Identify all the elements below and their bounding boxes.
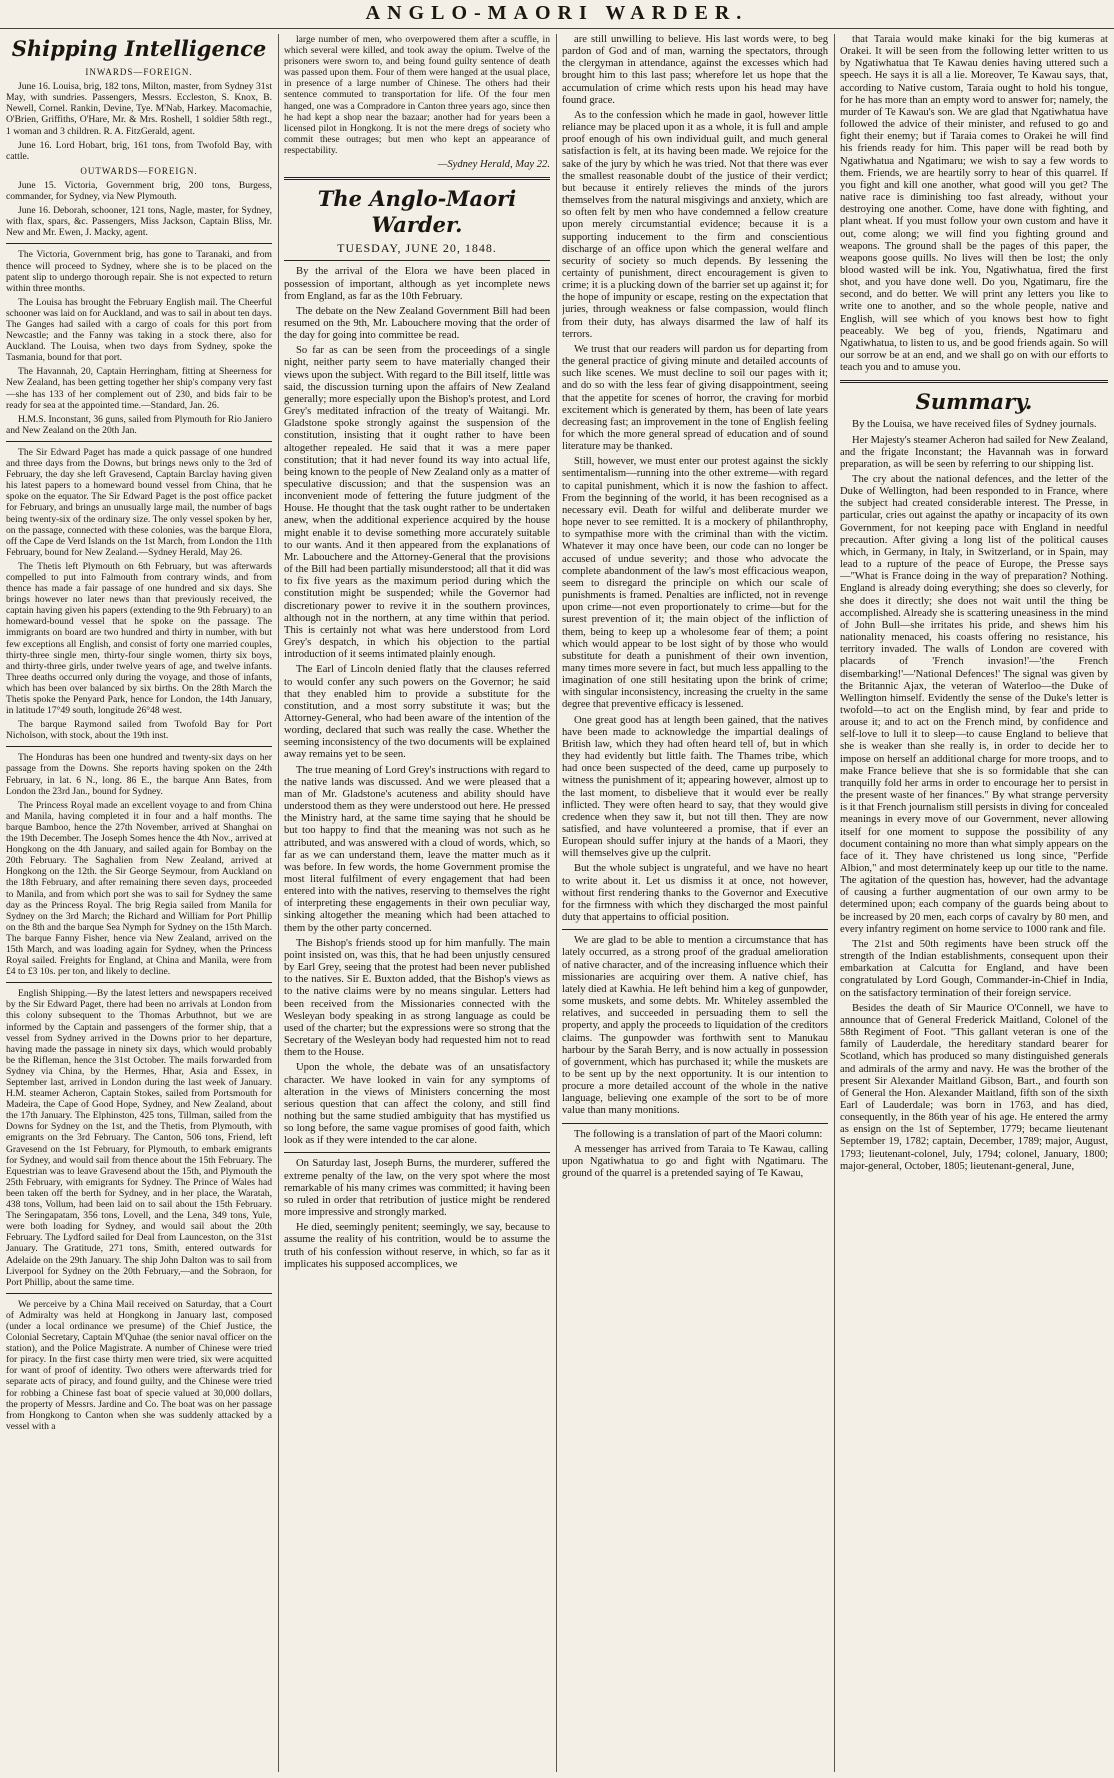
paragraph: H.M.S. Inconstant, 36 guns, sailed from Plymouth for Rio Janiero and New Zealand on the 20th Jan. [6,413,272,436]
column-rule [278,34,279,1772]
paragraph: On Saturday last, Joseph Burns, the murderer, suffered the extreme penalty of the law, on the very spot where the most remarkable of his many crimes was committed; it having been so ruled in order that retribution of justice might be rendered more impressive and strongly marked. [284,1158,550,1219]
column-4 [840,34,1108,1772]
paragraph: The Thetis left Plymouth on 6th February, but was afterwards compelled to put into Falmouth from contrary winds, and from thence has made a fair passage of one hundred and six days. She brings however no later news than that previously received, the captain having given his papers (extending to the 9th February) to an homeward-bound vessel that he spoke on the passage. The immigrants on board are two hundred and thirty in number, with but few exceptions all English, and consist of forty one married couples, thirty-three single men, thirty-four single women, thirty six boys, and thirty-three girls, under twelve years of age, and twelve infants. Three deaths occurred only during the voyage, and those of infants, which has been over balanced by six births. On the 28th March the Thetis spoke the Penyard Park, hence for London, the 14th January, in latitude 17°49 south, longitude 26°48 west. [6,560,272,717]
maori-translation-continued [840,34,1108,374]
paragraph: The Earl of Lincoln denied flatly that the clauses referred to would confer any such powers on the Governor; he said that they enabled him to provide a substitute for the constitution, and a most sorry substitute it was; but the Attorney-General, who had been aware of the intention of the wording, declared that such was really the case. Whether the seeming inconsistency of the two documents will be explained away remains yet to be seen. [284,664,550,761]
paragraph: The Sir Edward Paget has made a quick passage of one hundred and three days from the Downs, but brings news only to the 3rd of February, the day she left Gravesend, Captain Barclay having given his latest papers to a homeward bound vessel from China, that he spoke on the equator. The Sir Edward Paget is the post office packet for February, and brings an unusually large mail, the number of bags being twenty-six of the ordinary size. The only vessel spoken by her, on the passage, connected with these colonies, was the barque Elora, off the Cape de Verd Islands on the 1st March, from London the 11th February, bound for New Zealand.—Sydney Herald, May 26. [6,446,272,558]
summary-heading: Summary. [915,389,1033,415]
outwards-list [6,180,272,238]
divider [284,1152,550,1153]
paragraph: The following is a translation of part of the Maori column: [574,1128,823,1140]
shipping-notes-a [6,249,272,436]
divider [284,260,550,261]
paragraph: We trust that our readers will pardon us for departing from the general practice of giving minute and detailed accounts of such like scenes. We must decline to soil our pages with it; and do so with the less fear of giving disappointment, seeing that the appetite for scenes of horror, the craving for morbid excitement which is generated by them, has been of late years decreasing fast; an improvement in the tone of English feeling for which the more general spread of education and of sound literature may be thanked. [562,343,828,453]
paragraph: June 16. Lord Hobart, brig, 161 tons, from Twofold Bay, with cattle. [6,139,272,162]
paragraph: Still, however, we must enter our protest against the sickly sentimentalism—running into the other extreme—with regard to capital punishment, which it is now the fashion to affect. From the beginning of the world, it has been recognised as a necessary evil. Death for wilful and deliberate murder we hope never to see remitted. It is a mockery of philanthrophy, to sympathise more with the criminal than with the victim. Whatever it may once have been, our code can no longer be accused of undue severity; and those who advocate the complete abandonment of the law's most efficacious weapon, seem to disregard the principle on which our scale of punishments is framed. Penalties are inflicted, not in revenge upon crime—not even proportionately to crime—but for the surest prevention of it; the main object of the infliction of them, being to keep up a wholesome fear of them; a point which would appear to be lost sight of by those who would substitute for death a punishment of their own invention, many times more severe in fact, but much less appalling to the imagination of one still hesitating upon the brink of crime; with singular inconsistency, increasing the cruelty in the same degree that preventive efficacy is lessened. [562,456,828,711]
paragraph: So far as can be seen from the proceedings of a single night, neither party seem to have materially changed their views upon the subject. With regard to the Bill itself, little was said, the discussion turning upon the affairs of New Zealand generally; more especially upon the Bishop's protest, and Lord Grey's meditated infraction of the treaty of Waitangi. Mr. Gladstone spoke strongly against the suspension of the constitution, insisting that it ought rather to have been altogether repealed. He said that it was a mere paper constitution; that it had never found its way into actual life, being known to the people of New Zealand only as a matter of speculative discussion; and that the suspension was an inconvenient mode of fettering the future judgment of the House. He thought that the task ought rather to be undertaken anew, when the additional experience acquired by the house might enable it to devise something more accurately suitable to our wants. And it then appeared from the explanations of Mr. Labouchere and the Attorney-General that the provisions of the Bill had been partially misunderstood; all that it did was to fix five years as the maximum period during which the constitution might be suspended; while the Governor had discretionary power to revive it in the southern provinces, although not in the northern, at any time within that period. This is certainly not what was here understood from Lord Grey's despatch, in which his objection to the partial introduction of it seems intimated plainly enough. [284,345,550,661]
paragraph: June 16. Louisa, brig, 182 tons, Milton, master, from Sydney 31st May, with sundries. Passengers, Messrs. Eccleston, S. Knox, B. Newell, Cornel. Rankin, Devine, Tye. M'Nab, Harkey. Macomachie, O'Brien, Griffiths, O'Hare, Mr. & Mrs. Roshell, 1 soldier 58th regt., 1 woman and 3 children. R. A. FitzGerald, agent. [6,81,272,137]
paragraph: The Honduras has been one hundred and twenty-six days on her passage from the Downs. She reports having spoken on the 24th February, in lat. 6 N., long. 86 E., the barque Ann Bates, from London the 23rd Jan., bound for Sydney. [6,752,272,797]
paragraph: A messenger has arrived from Taraia to Te Kawau, calling upon Ngatiwhatua to go and fight with Ngatimaru. The ground of the quarrel is a pretended saying of Te Kawau, [562,1143,828,1180]
paragraph: that Taraia would make kinaki for the big kumeras at Orakei. It will be seen from the following letter written to us by Ngatiwhatua that Te Kawau denies having uttered such a speech. He says it is all a lie. Moreover, Te Kawau says, that, according to Native custom, Taraia ought to hold his tongue, for he has more than an empty word to answer for; namely, the murder of Te Kawau's son. We are glad that Ngatiwhatua have followed the advice of their minister, and refused to go and fight their enemy; but if Taraia comes to Orakei he will find his friends ready for him. This paper will be read both by Ngatiwhatua and Ngatimaru; we wish to say a few words to them. Friends, we are heartily sorry to hear of this quarrel. If you fight and kill one another, what good will you get? The native race is diminishing too fast already, without your destroying one another. Come, have done with fighting, and plant wheat. If you must follow your own custom and have it out, come along; we will find you fighting ground and weapons. The ground shall be the pages of this paper, the weapons goose quills. No lives will then be lost; the only blood wasted will be ink. You, Ngatiwhatua, fired the first shot, and you have done well. Do you, Ngatimaru, fire the second, and do better. We will print any letters you like to write one to another, and so the whole people, native and English, will see which of you knows best how to fight peaceably. We beg of you, friends, Ngatimaru and Ngatiwhatua, to listen to us, and be good friends again. So will our sorrow be at an end, and we shall go on with our efforts to teach you and to amuse you. [840,34,1108,374]
china-piracy-continued: large number of men, who overpowered them after a scuffle, in which several were killed, and took away the opium. Twelve of the prisoners were sworn to, and being found guilty sentence of death was passed upon them. Four of them were hanged at the usual place, in presence of a large number of Chinese. The others had their sentence commuted to transportation for life. Of the four men hanged, one was a Compradore in Canton three years ago, since then he had kept a shop near the bazaar; another had for years been a licensed pilot in Hongkong. It is not the mere dregs of society who commit these outrages; but men who kept an appearance of respectability. [284,34,550,156]
inwards-label: INWARDS—FOREIGN. [85,67,193,77]
english-shipping [6,988,272,1288]
maori-translation [562,1129,828,1181]
paragraph: One great good has at length been gained, that the natives have been made to acknowledge the impartial dealings of British law, which they had often heard tell of, but in which they had evidently but little faith. The Thames tribe, which had once been suspected of the deed, came up purposely to witness the punishment of it; appearing however, almost up to the last moment, to disbelieve that it would ever be really inflicted. They were often heard to say, that they would give credence when they saw it, but not till then. They are now satisfied, and have volunteered a promise, that if ever an European should suffer injury at the hands of a Maori, they will themselves give up the culprit. [562,714,828,860]
paragraph: Upon the whole, the debate was of an unsatisfactory character. We have looked in vain for any symptoms of alteration in the views of Ministers concerning the most serious question that can affect the colony, and still find nothing but the same studied ambiguity that has mystified us so long before, the same vague promises of good faith, which look as if they were intended to the car alone. [284,1062,550,1147]
paragraph: are still unwilling to believe. His last words were, to beg pardon of God and of man, warning the spectators, through the clergyman in attendance, against the excesses which had brought him to this last pass; wherefore let us hope that the accumulation of crime which rests upon his head may have found grace. [562,34,828,106]
outwards-label: OUTWARDS—FOREIGN. [80,165,198,176]
paragraph: The true meaning of Lord Grey's instructions with regard to the native lands was discussed. And we were pleased that a man of Mr. Gladstone's acuteness and ability should have understood them as they were understood out here. He pressed the Ministry hard, at the same time saying that he should be but too happy to find that the meaning was not such as he attributed, and was answered with a cloud of words, which, so far as we can understand them, leave the matter much as it was before. In few words, the home Government promise the most literal fulfilment of every engagement that had been entered into with the natives, reserving to themselves the right of interpreting these engagements in their own peculiar way, sinking altogether the meaning which had been attached to them by the other party concerned. [284,764,550,934]
paragraph: But the whole subject is ungrateful, and we have no heart to write about it. Let us dismiss it at once, not however, without first rendering thanks to the Governor and Executive for the firmness with which they discharged the most painful duty that appertains to official position. [562,863,828,924]
paragraph: Besides the death of Sir Maurice O'Connell, we have to announce that of General Frederick Maitland, Colonel of the 58th Regiment of Foot. "This gallant veteran is one of the family of Lauderdale, the hereditary standard bearer for Scotland, which has produced so many distinguished generals and admirals of the army and navy. He was the brother of the present Sir Alexander Maitland Gibson, Bart., and fourth son of General the Hon. Alexander Maitland, fifth son of the sixth Earl of Lauderdale; was born in 1763, and has died, consequently, in the 86th year of his age. He entered the army as ensign on the 1st of September, 1779; became lieutenant September 19, 1782; captain, December, 1789; major, August, 1793; lieutenant-colonel, July, 1794; colonel, January, 1800; major-general, October, 1805; lieutenant-general, June, [840,1002,1108,1172]
divider [6,441,272,442]
divider [6,243,272,244]
divider [6,746,272,747]
paragraph: By the Louisa, we have received files of Sydney journals. [852,419,1097,431]
shipping-heading: Shipping Intelligence [11,36,267,61]
paragraph: The Havannah, 20, Captain Herringham, fitting at Sheerness for New Zealand, has been getting together her ship's company very fast—she has 133 of her complement out of 230, and bids fair to be ready for sea at the appointed time.—Standard, Jan. 26. [6,366,272,411]
paragraph: The debate on the New Zealand Government Bill had been resumed on the 9th, Mr. Labouchere moving that the order of the day for going into committee be read. [284,305,550,342]
kawhia-article [562,935,828,1117]
divider [6,1293,272,1294]
paragraph: The cry about the national defences, and the letter of the Duke of Wellington, had been responded to in France, where the subject had created considerable interest. The Presse, in particular, cries out against the apathy or incapacity of its own Government, for not keeping pace with England in needful precaution. After giving a long list of the political causes which, in Germany, in Italy, in Switzerland, or in Spain, may lead to a rupture of the peace of Europe, the Presse says—"What is France doing in the way of preparation? Nothing. England is already doing everything; she does so cleverly, for she does it directly; she does not wait until the thing be accomplished. Already she is scattering uneasiness in the mind of John Bull—she irritates his pride, and shews him his nationality menaced, his coasts offering no resistance, his territory invaded. The walls of London are covered with placards of 'French invasion!'—'the French disembarking!'—'National Defences!' The signal was given by the Britannic Ajax, the veteran of Waterloo—the Duke of Wellington himself. Evidently the sense of the Duke's letter is twofold—to act on the English mind, by fear and pride to arouse it; and to act on the French mind, by confidence and self-love to lull it to sleep—to cause England to believe that she is weaker than she really is, in order to decide her to impose on herself an additional charge for more troops, and to make France believe that she is so formidable that she can tranquilly fold her arms in order to encourage her to persist in the present waste of her finances." By what strange perversity is it that French journalism still persists in diving for concealed meanings in every move of our Government, never allowing itself for one moment to suppose the possibility of any document containing no more than what simply appears on the face of it. They have christened us long since, "Perfide Albion," and most determinately keep up our title to the name. The agitation of the question has, however, had the advantage of causing a further augmentation of our own army to be determined upon; each company of the guards being about to be increased by 20 men, each corps of cavalry by 80 men, and every infantry regiment on home service to 1000 rank and file. [840,474,1108,935]
paragraph: The Bishop's friends stood up for him manfully. The main point insisted on, was this, that he had been unjustly censured by Earl Grey, seeing that the protest had been never published to the natives. Sir E. Buxton added, that the Bishop's views as to the native claims were by no means singular. Letters had been received from the Missionaries connected with the Wesleyan body speaking in as strong language as could be used of the charter; but the expressions were so strong that the Secretary of the Wesleyan body had requested him not to read them to the House. [284,937,550,1059]
column-rule [834,34,835,1772]
burns-article [284,1158,550,1270]
divider [284,177,550,180]
paragraph: By the arrival of the Elora we have been placed in possession of important, although as yet incomplete news from England, as far as the 10th February. [284,266,550,302]
admiralty-court [6,1299,272,1432]
paragraph: We are glad to be able to mention a circumstance that has lately occurred, as a strong proof of the gradual amelioration of native character, and of the increasing influence which their missionaries are acquiring over them. A native chief, has lately died at Kawhia. He left behind him a keg of gunpowder, some muskets, and some debts. Mr. Whiteley assembled the relatives, and succeeded in persuading them to sell the property, and apply the proceeds to liquidation of the creditors claims. The gunpowder was forthwith sent to Manukau harbour by the Sarah Berry, and is now actually in possession of government, which has purchased it; while the muskets are to be sent up by the next opportunity. It is our intention to procure a more detailed account of the whole in the native language, believing one example of the sort to be of more value than many monitions. [562,935,828,1117]
column-1 [6,34,272,1772]
paragraph: June 15. Victoria, Government brig, 200 tons, Burgess, commander, for Sydney, via New Plymouth. [6,179,272,203]
shipping-notes-c [6,752,272,977]
divider [562,929,828,930]
summary-body [840,419,1108,1173]
paragraph: Her Majesty's steamer Acheron had sailed for New Zealand, and the frigate Inconstant; the Havannah was in forward preparation, as will be seen by referring to our shipping list. [840,434,1108,470]
paragraph: The Louisa has brought the February English mail. The Cheerful schooner was laid on for Auckland, and was to sail in about ten days. The Ganges had sailed with a cargo of coals for this port from Newcastle; and the Fanny was taking in a stock there, also for Auckland. The Louisa, when two days from Sydney, spoke the Tasmania, bound for that port. [6,296,272,364]
paragraph: The Princess Royal made an excellent voyage to and from China and Manila, having completed it in four and a half months. The barque Bamboo, hence the 27th November, arrived at Shanghai on the 19th December. The Joseph Somes hence the 4th Nov., arrived at Hongkong on the 4th January, and sailed again for Bombay on the 20th February. The Saghalien from New Zealand, arrived at Hongkong on the 12th. the Sir George Seymour, from Auckland on the 18th February, and after remaining there seven days, proceeded to Manila, and from which port she was to sail for Sydney the same day as the Princess Royal. The brig Regia sailed from Manila for Sydney on the 3rd March; the Richard and William for Port Phillip on the 8th and the barque Sea Nymph for Sydney on the 15th March. The barque Fanny Fisher, hence via New Zealand, arrived on the 15th March, and was loading again for Sydney, when the Princess Royal sailed. Freights for England, at China and Manila, were from £4 to £3 10s. per ton, and likely to decline. [6,799,272,978]
divider [6,982,272,983]
column-3 [562,34,828,1772]
paragraph: The Victoria, Government brig, has gone to Taranaki, and from thence will proceed to Sydney, where she is to be placed on the patent slip to undergo thorough repair. She is not expected to return within three months. [6,249,272,294]
leader-article [284,266,550,1147]
column-2 [284,34,550,1772]
paragraph: English Shipping.—By the latest letters and newspapers received by the Sir Edward Paget, there had been no arrivals at London from this colony subsequent to the Thomas Arbuthnot, but we are informed by the Captain and passengers of the former ship, that a vessel from Sydney arrived in the Downs prior to her departure, having made the passage in ninety six days, which would probably be the Rifleman, hence the 31st October. The mails forwarded from Sydney via China, by the Hermes, Hhar, Asia and Essex, in September last, arrived in London during the last week of January. H.M. steamer Acheron, Captain Stokes, sailed from Portsmouth for Madeira, the Cape of Good Hope, Sydney, and New Zealand, about the 17th January. The Elphinston, 425 tons, Tillman, sailed from the Downs for Sydney on the 1st, and the Thetis, from Plymouth, with emigrants on the 3rd February. The Canton, 506 tons, Friend, left Gravesend on the 1st February, for Plymouth, to embark emigrants for Sydney, and would sail from thence about the 15th February. The Equestrian was to leave Gravesend about the 15th, and Plymouth the 25th February, with emigrants for Sydney. The Prince of Wales had been taken off the berth for Sydney, and in her place, the Waratah, 438 tons, Vollum, had been laid on to sail about the 15th February. The Seringapatam, 356 tons, Lovell, and the Lena, 349 tons, Yule, were both loading for Sydney, and would sail about the 20th February. The Lydford sailed for Deal from Launceston, on the 31st January. The Gratitude, 271 tons, Smith, entered outwards for Adelaide on the 29th January. The ship John Dalton was to sail from Liverpool for Sydney on the 20th February,—and the Sobraon, for Port Phillip, about the same time. [6,988,272,1288]
paragraph: The barque Raymond sailed from Twofold Bay for Port Nicholson, with stock, about the 19th inst. [6,719,272,742]
paragraph: As to the confession which he made in gaol, however little reliance may be placed upon it as a whole, it is full and ample proof enough of his own individual guilt, and much general satisfaction is felt, at its having been made. We rejoice for the sake of the jury by which he was tried. Not that there was ever the smallest reasonable doubt of the justice of their verdict; but because it entirely relieves the minds of the jurors themselves from the natural misgivings and anxiety, which are so often felt by men who have condemned a fellow creature upon merely circumstantial evidence; because it is a supporting inducement to the firm and conscientious discharge of an office upon which the general welfare and security of society so much depends. By lessening the certainty of punishment, direct encouragement is given to crime; it is a plucking down of the barrier set up against it; for the hope of impunity or escape, resting on the expectation that juries, through weakness or false compassion, would flinch from their duty, has always disarmed the law of half its terrors. [562,109,828,340]
masthead: ANGLO-MAORI WARDER. [0,0,1114,29]
shipping-notes-b [6,447,272,741]
paragraph: The 21st and 50th regiments have been struck off the strength of the Indian establishments, consequent upon their embarkation at Calcutta for England, and have been congratulated by Lord Gough, Commander-in-Chief in India, on the satisfactory termination of their foreign service. [840,938,1108,999]
divider [562,1123,828,1124]
divider [840,380,1108,383]
paragraph: June 16. Deborah, schooner, 121 tons, Nagle, master, for Sydney, with flax, spars, &c. Passengers, Miss Jackson, Captain Bliss, Mr. New and Mr. Ewen, J. Macky, agent. [6,205,272,239]
paragraph: We perceive by a China Mail received on Saturday, that a Court of Admiralty was held at Hongkong in January last, composed (under a local ordinance we presume) of the Chief Justice, the Colonial Secretary, Captain M'Quhae (the senior naval officer on the station), and the Police Magistrate. A number of Chinese were tried for piracy. In the first case thirty men were tried, six were acquitted for want of proof of identity. Two others were afterwards tried for separate acts of piracy, and found guilty, and the Chinese were tried for robbing a Chinese fast boat of specie valued at 30,000 dollars, the property of Messrs. Jardine and Co. The boat was on her passage from Hongkong to Canton when she was suddenly attacked by a vessel with a [6,1298,272,1432]
paper-title: The Anglo-Maori Warder. [317,186,517,238]
source-credit: —Sydney Herald, May 22. [437,159,550,171]
paragraph: He died, seemingly penitent; seemingly, we say, because to assume the reality of his contrition, would be to assume the truth of his confession without reserve, in which, so far as it implicates his supposed accomplices, we [284,1222,550,1270]
column-rule [556,34,557,1772]
issue-date: TUESDAY, JUNE 20, 1848. [337,241,497,256]
burns-article-continued [562,34,828,924]
inwards-list [6,81,272,162]
